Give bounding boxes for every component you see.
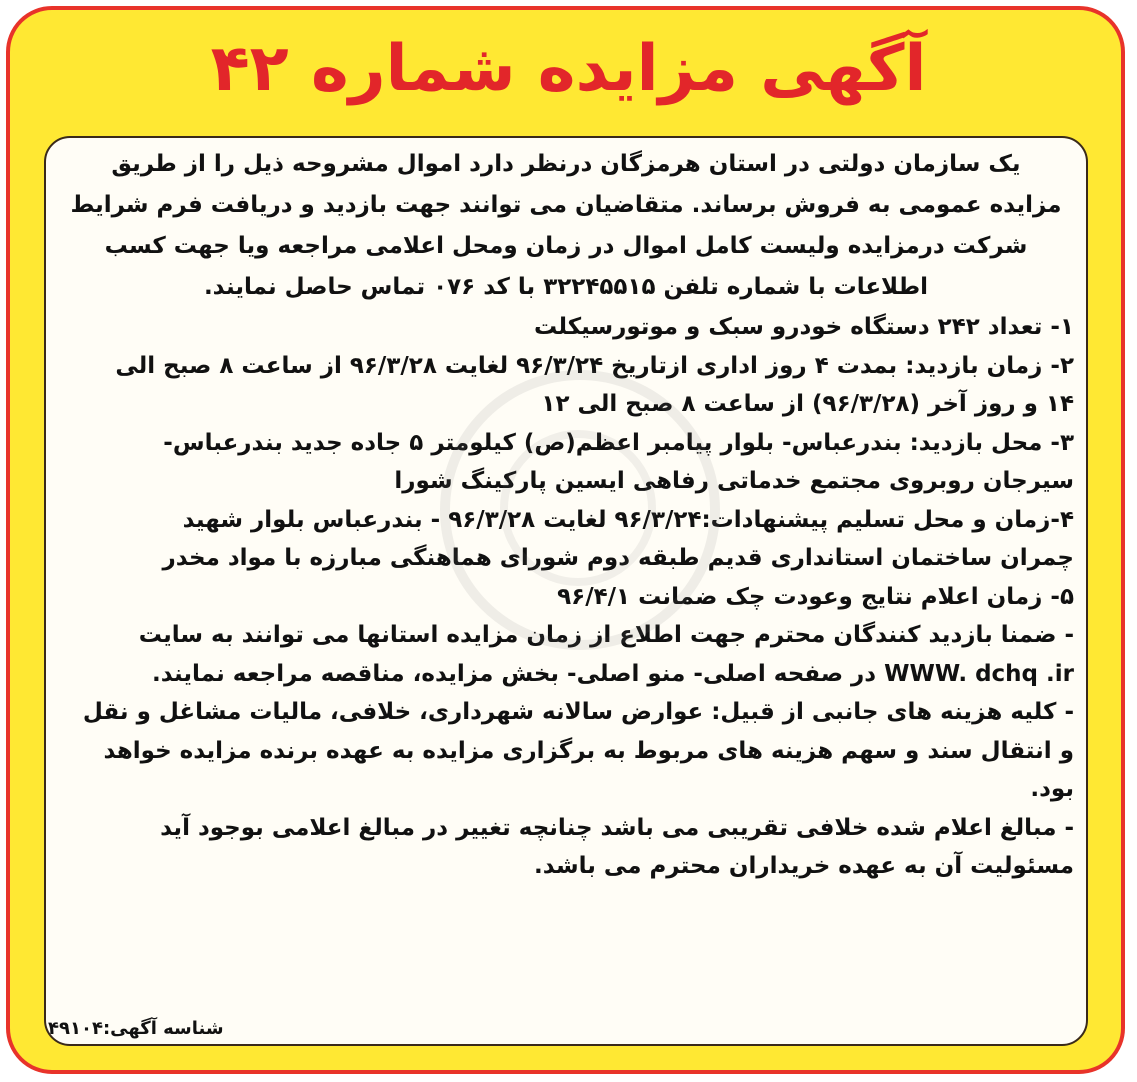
item-line-11: - کلیه هزینه های جانبی از قبیل: عوارض سالانه شهرداری، خلافی، مالیات مشاغل و نقل (82, 699, 1074, 725)
item-line-6: ۴-زمان و محل تسلیم پیشنهادات:۹۶/۳/۲۴ لغایت ۹۶/۳/۲۸ - بندرعباس بلوار شهید (182, 506, 1074, 533)
item-line-1: ۱- تعداد ۲۴۲ دستگاه خودرو سبک و موتورسیکلت (533, 314, 1074, 340)
ad-body-box (44, 136, 1088, 1046)
intro-line-3: شرکت درمزایده ولیست کامل اموال در زمان ومحل اعلامی مراجعه ویا جهت کسب (104, 233, 1028, 259)
intro-line-1: یک سازمان دولتی در استان هرمزگان درنظر دارد اموال مشروحه ذیل را از طریق (111, 151, 1021, 177)
item-line-9: - ضمنا بازدید کنندگان محترم جهت اطلاع از زمان مزایده استانها می توانند به سایت (138, 622, 1074, 648)
item-line-10: WWW. dchq .ir در صفحه اصلی- منو اصلی- بخش مزایده، مناقصه مراجعه نمایند. (152, 660, 1074, 687)
item-line-2: ۲- زمان بازدید: بمدت ۴ روز اداری ازتاریخ ۹۶/۳/۲۴ لغایت ۹۶/۳/۲۸ از ساعت ۸ صبح الی (115, 352, 1074, 379)
ad-title: آگهی مزایده شماره ۴۲ (210, 32, 927, 106)
item-line-4: ۳- محل بازدید: بندرعباس- بلوار پیامبر اعظم(ص) کیلومتر ۵ جاده جدید بندرعباس- (163, 429, 1074, 456)
item-line-7: چمران ساختمان استانداری قدیم طبقه دوم شورای هماهنگی مبارزه با مواد مخدر (162, 545, 1074, 571)
item-line-13: - مبالغ اعلام شده خلافی تقریبی می باشد چنانچه تغییر در مبالغ اعلامی بوجود آید (160, 814, 1074, 841)
item-line-12: و انتقال سند و سهم هزینه های مربوط به برگزاری مزایده به عهده برنده مزایده خواهد بود. (103, 737, 1074, 802)
item-line-14: مسئولیت آن به عهده خریداران محترم می باشد. (534, 853, 1074, 879)
item-line-3: ۱۴ و روز آخر (۹۶/۳/۲۸) از ساعت ۸ صبح الی ۱۲ (541, 391, 1074, 417)
ad-id-label: شناسه آگهی:۴۹۱۰۴ (48, 1018, 224, 1039)
item-line-8: ۵- زمان اعلام نتایج وعودت چک ضمانت ۹۶/۴/۱ (557, 583, 1074, 610)
item-line-5: سیرجان روبروی مجتمع خدماتی رفاهی ایسین پارکینگ شورا (394, 468, 1074, 494)
intro-line-2: مزایده عمومی به فروش برساند. متقاضیان می توانند جهت بازدید و دریافت فرم شرایط (70, 192, 1062, 218)
intro-line-4: اطلاعات با شماره تلفن ۳۲۲۴۵۵۱۵ با کد ۰۷۶ تماس حاصل نمایند. (203, 274, 929, 300)
